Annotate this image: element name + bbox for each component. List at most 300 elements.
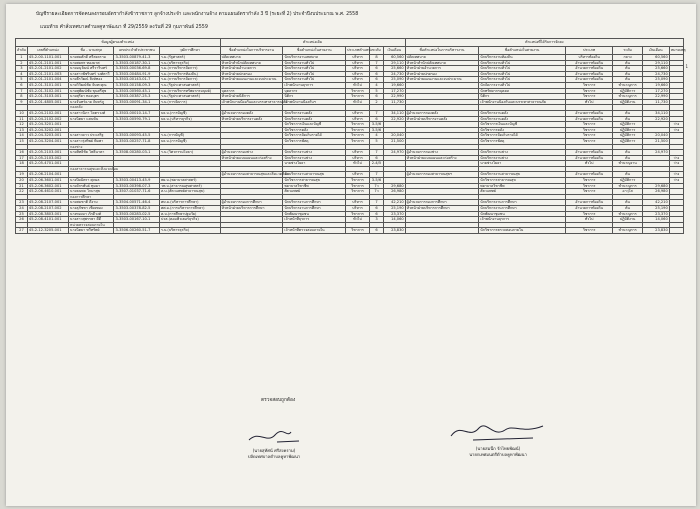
table-cell: กองสาธารณสุขและสิ่งแวดล้อม: [70, 166, 119, 171]
table-cell: หัวหน้าฝ่ายนิติการ: [220, 94, 283, 100]
table-cell: 3-3503-00167-10-1: [114, 217, 159, 223]
table-cell: [669, 228, 683, 234]
table-cell: 3-3503-00091-34-1: [114, 99, 159, 105]
table-cell: วท.บ.(สาธารณสุขศาสตร์): [159, 183, 220, 189]
table-cell: อำนวยการท้องถิ่น: [565, 172, 613, 178]
table-cell: 7: [369, 110, 383, 116]
table-cell: วิชาการ: [565, 138, 613, 144]
table-cell: 45-2-05-2103-001: [27, 150, 68, 156]
table-cell: อาวุโส: [613, 189, 642, 195]
table-cell: บริหาร: [346, 116, 370, 122]
table-cell: 45-2-00-1101-001: [27, 55, 68, 61]
table-cell: นักบริหารงานช่าง: [283, 155, 346, 161]
column-header: เงินเดือน: [642, 47, 669, 55]
table-cell: 2-4/5: [369, 161, 383, 167]
table-cell: นักบริหารงานคลัง: [479, 116, 566, 122]
table-cell: นักวิชาการสาธารณสุข: [283, 178, 346, 184]
table-cell: นายสมชาติ ดีงาม: [69, 200, 114, 206]
table-cell: ผู้อำนวยการกองช่าง: [220, 150, 283, 156]
table-cell: 8: [16, 94, 28, 100]
table-cell: นักบริหารงานทั่วไป: [283, 71, 346, 77]
column-header: ชื่อตำแหน่งในการบริหารงาน: [405, 47, 479, 55]
staff-table-container: [15, 38, 684, 234]
document-subtitle: แนบท้าย คำสั่งเทศบาลตำบลคูหาพัฒนา ที่ 29/2559 ลงวันที่ 29 กุมภาพันธ์ 2559: [40, 25, 208, 30]
table-cell: ปวส.(คอมพิวเตอร์ธุรกิจ): [159, 217, 220, 223]
table-cell: 6: [16, 82, 28, 88]
table-cell: 26,980: [642, 189, 669, 195]
table-cell: นักบริหารงานทั่วไป: [479, 66, 566, 72]
table-cell: บริหาร: [346, 60, 370, 66]
table-cell: นักพัฒนาชุมชน: [283, 211, 346, 217]
table-cell: หน่วยตรวจสอบภายใน: [69, 222, 114, 228]
table-cell: 27: [16, 228, 28, 234]
table-cell: หัวหน้าฝ่ายอำนวยการ: [405, 66, 479, 72]
table-cell: นักบริหารงานทั่วไป: [283, 60, 346, 66]
table-cell: 3-3503-00879-41-3: [114, 55, 159, 61]
page-number: 1: [685, 64, 688, 69]
table-cell: 45-2-04-3204-001: [27, 138, 68, 144]
table-cell: หัวหน้าฝ่ายแผนงานและงบประมาณ: [405, 77, 479, 83]
table-cell: อำนวยการท้องถิ่น: [565, 150, 613, 156]
table-cell: 6: [369, 206, 383, 212]
table-cell: นายวิวัฒน์ชัย จันทะคุณ: [69, 82, 114, 88]
table-cell: 8: [369, 55, 383, 61]
table-cell: 25,090: [384, 77, 406, 83]
table-cell: 18: [16, 161, 28, 167]
table-cell: 45-2-01-2101-001: [27, 60, 68, 66]
table-cell: วิชาการ: [565, 88, 613, 94]
table-cell: ปลัดเทศบาล: [405, 55, 479, 61]
table-cell: 45-2-01-3103-001: [27, 94, 68, 100]
table-cell: หัวหน้าฝ่ายแบบแผนและก่อสร้าง: [405, 155, 479, 161]
table-cell: ว่าง: [669, 172, 683, 178]
document-title: บัญชีรายละเอียดการจัดคนลงกรอบอัตรากำลังข้าราชการ ลูกจ้างประจำ และพนักงานจ้าง ตามแผนอัตรากำลัง 3 ปี (ระยะที่ 2) ประจำปีงบประมาณ พ.ศ. 2558: [36, 12, 359, 17]
table-cell: นายสุพัฒน์ชัย ขุนศรีสุข: [69, 88, 114, 94]
table-cell: บริหารท้องถิ่น: [565, 55, 613, 61]
column-header: เลขประจำตัวประชาชน: [114, 47, 159, 55]
table-cell: นายอนุวัฒน์ ศรีวารินทร์: [69, 66, 114, 72]
table-cell: บริหาร: [346, 172, 370, 178]
table-cell: วิชาการ: [565, 228, 613, 234]
table-cell: 3: [16, 66, 28, 72]
table-cell: 11,730: [384, 99, 406, 105]
table-cell: 45-2-01-4805-001: [27, 99, 68, 105]
table-cell: นายธีรวัฒน์ สิงห์ทอง: [69, 77, 114, 83]
table-cell: นักบริหารงานการศึกษา: [479, 200, 566, 206]
table-cell: วิชาการ: [346, 211, 370, 217]
table-cell: ต้น: [613, 60, 642, 66]
table-cell: ร.บ.(วิศวกรรมโยธา): [159, 150, 220, 156]
table-cell: 7ว: [369, 189, 383, 195]
table-cell: 45-2-08-3803-001: [27, 211, 68, 217]
table-cell: เจ้าพนักงานธุรการ: [283, 82, 346, 88]
column-header: วุฒิการศึกษา: [159, 47, 220, 55]
table-cell: 24,970: [642, 150, 669, 156]
table-cell: 45-2-04-2102-001: [27, 110, 68, 116]
signature-right: [418, 416, 578, 458]
table-cell: ร.บ.(รัฐประศาสนศาสตร์): [159, 94, 220, 100]
table-cell: นางสาวรุ่งทิพย์ พิมพา: [69, 138, 114, 144]
table-cell: ผู้อำนวยการกองการศึกษา: [220, 200, 283, 206]
table-cell: วิชาการ: [346, 138, 370, 144]
column-header: หมายเหตุ: [669, 47, 683, 55]
table-cell: 45-2-08-2107-002: [27, 206, 68, 212]
table-cell: นักบริหารงานสาธารณสุข: [479, 172, 566, 178]
table-cell: 11: [16, 116, 28, 122]
table-cell: 25,190: [642, 206, 669, 212]
table-cell: หัวหน้าฝ่ายบริหารงานคลัง: [405, 116, 479, 122]
table-cell: นักบริหารงานคลัง: [283, 116, 346, 122]
table-cell: หัวหน้าสำนักปลัดเทศบาล: [220, 60, 283, 66]
table-cell: 3-3503-00036-69-8: [114, 66, 159, 72]
table-cell: 3-3503-00398-07-3: [114, 183, 159, 189]
table-cell: 16: [16, 150, 28, 156]
table-cell: 45-2-05-2103-002: [27, 155, 68, 161]
table-cell: 42,210: [384, 200, 406, 206]
table-cell: 7: [369, 200, 383, 206]
column-header: ประเภท: [565, 47, 613, 55]
table-cell: ต้น: [613, 66, 642, 72]
column-header: ชื่อ - นามสกุล: [69, 47, 114, 55]
table-cell: ต้น: [613, 200, 642, 206]
table-cell: [405, 228, 479, 234]
table-cell: 3-3503-00143-01-7: [114, 77, 159, 83]
table-cell: วิชาการ: [346, 127, 370, 133]
table-cell: ปฏิบัติการ: [613, 178, 642, 184]
table-cell: นักบริหารงานทั่วไป: [479, 60, 566, 66]
table-cell: ทั่วไป: [565, 99, 613, 105]
table-cell: นักบริหารงานทั่วไป: [479, 77, 566, 83]
table-cell: นักบริหารงานทั่วไป: [479, 71, 566, 77]
signature-left-name: (นายสุทัศน์ ศรีสงคราม): [252, 448, 296, 453]
table-cell: 20,040: [384, 133, 406, 139]
table-cell: ทั่วไป: [346, 99, 370, 105]
table-cell: นักบริหารงานสาธารณสุข: [283, 172, 346, 178]
table-cell: 45-2-08-4101-001: [27, 217, 68, 223]
table-cell: นางจันทร์ฉาย จันทร์ภู: [69, 99, 114, 105]
table-cell: วิชาการ: [565, 183, 613, 189]
table-cell: 7ว: [369, 183, 383, 189]
table-cell: นักวิชาการเงินและบัญชี: [479, 122, 566, 128]
table-cell: 6: [369, 211, 383, 217]
table-cell: 45-2-01-3102-001: [27, 88, 68, 94]
table-cell: ผู้อำนวยการกองช่าง: [405, 150, 479, 156]
table-cell: ทั่วไป: [346, 161, 370, 167]
table-cell: นักบริหารงานการศึกษา: [283, 206, 346, 212]
table-cell: นายธนพล โกมาสุข: [69, 189, 114, 195]
column-header: ชื่อตำแหน่งในสายงาน: [283, 47, 346, 55]
table-cell: สัตวแพทย์: [479, 189, 566, 195]
table-cell: 17,270: [384, 88, 406, 94]
table-cell: ทั่วไป: [565, 161, 613, 167]
table-cell: ชำนาญการ: [613, 183, 642, 189]
table-cell: 45-2-05-4701-001: [27, 161, 68, 167]
table-cell: นักบริหารงานคลัง: [479, 110, 566, 116]
table-cell: นิติกร: [479, 94, 566, 100]
table-cell: ต้น: [613, 172, 642, 178]
table-cell: 3-3507-01037-71-6: [114, 189, 159, 195]
table-cell: 7: [369, 60, 383, 66]
table-cell: 45-2-01-2101-004: [27, 77, 68, 83]
table-cell: นักทรัพยากรบุคคล: [479, 88, 566, 94]
table-cell: 23,370: [384, 211, 406, 217]
table-cell: อำนวยการท้องถิ่น: [565, 77, 613, 83]
table-cell: 24,970: [384, 150, 406, 156]
table-cell: นางสาวนิภา โคตรวงศ์: [69, 110, 114, 116]
table-cell: 22: [16, 189, 28, 195]
table-cell: 45-2-06-3602-001: [27, 183, 68, 189]
table-cell: ศศ.ม.(การบริหารการศึกษา): [159, 206, 220, 212]
table-cell: 20,040: [642, 133, 669, 139]
table-cell: 3-3503-00283-02-5: [114, 211, 159, 217]
table-cell: นายสุริยา ทองบุตร: [69, 94, 114, 100]
table-cell: 14,060: [384, 217, 406, 223]
table-cell: นิติกร: [283, 94, 346, 100]
group-header-holder: ข้อมูลผู้ครองตำแหน่ง: [16, 39, 221, 47]
table-cell: 17,270: [642, 88, 669, 94]
table-cell: กองช่าง: [69, 144, 114, 150]
table-cell: ศษ.ม.(บริหารการศึกษา): [159, 200, 220, 206]
table-cell: 3-3503-00010-14-7: [114, 110, 159, 116]
column-header: ระดับ: [369, 47, 383, 55]
table-cell: ปฏิบัติการ: [613, 133, 642, 139]
table-cell: วิชาการ: [565, 189, 613, 195]
table-cell: 29,110: [642, 60, 669, 66]
table-cell: นางทองมา ภักดีวงศ์: [69, 211, 114, 217]
table-cell: ผู้อำนวยการกองคลัง: [405, 110, 479, 116]
table-cell: เจ้าพนักงานป้องกันฯ: [283, 99, 346, 105]
table-cell: 23: [16, 200, 28, 206]
table-cell: นักวิชาการจัดเก็บรายได้: [283, 133, 346, 139]
table-cell: นักบริหารงานช่าง: [479, 155, 566, 161]
table-cell: 25: [16, 211, 28, 217]
table-cell: พย.บ.(พยาบาลศาสตร์): [159, 178, 220, 184]
table-cell: 22,990: [384, 94, 406, 100]
column-header: ชื่อตำแหน่งในการบริหารงาน: [220, 47, 283, 55]
table-cell: นักวิชาการคลัง: [479, 127, 566, 133]
group-header-new: ตำแหน่งที่ได้รับการจัดลง: [405, 39, 683, 47]
table-cell: ผู้อำนวยการกองสาธารณสุขและสิ่งแวดล้อม: [221, 172, 289, 177]
column-header: เงินเดือน: [384, 47, 406, 55]
table-cell: 4: [369, 82, 383, 88]
table-cell: วิชาการ: [565, 94, 613, 100]
table-cell: 3-3503-00257-71-8: [114, 138, 159, 144]
table-cell: ต้น: [613, 77, 642, 83]
table-cell: 22,920: [384, 116, 406, 122]
signature-area: [6, 424, 696, 504]
table-cell: ว่าง: [669, 178, 683, 184]
table-cell: 3-3503-00590-79-1: [114, 116, 159, 122]
table-cell: 29,110: [384, 60, 406, 66]
table-cell: บริหาร: [346, 110, 370, 116]
table-cell: ต้น: [613, 71, 642, 77]
table-cell: ต้น: [613, 110, 642, 116]
table-cell: บธ.บ.(บริหารธุรกิจ): [159, 116, 220, 122]
table-cell: อำนวยการท้องถิ่น: [565, 110, 613, 116]
table-cell: บริหาร: [346, 206, 370, 212]
table-cell: ร.บ.(รัฐประศาสนศาสตร์): [159, 82, 220, 88]
table-cell: ชำนาญการ: [613, 94, 642, 100]
table-cell: หัวหน้าสำนักปลัดเทศบาล: [405, 60, 479, 66]
table-cell: เจ้าหน้าที่ธุรการ: [283, 217, 346, 223]
table-cell: 2: [369, 99, 383, 105]
table-cell: 45-2-06-3601-001: [27, 178, 68, 184]
table-cell: นักวิชาการเงินและบัญชี: [283, 122, 346, 128]
table-cell: ปฏิบัติงาน: [613, 217, 642, 223]
table-cell: นางนิตยา ทวีทรัพย์: [69, 228, 114, 234]
table-body: [16, 55, 684, 234]
table-cell: บธ.บ.(การบัญชี): [159, 138, 220, 144]
table-cell: 45-2-06-2104-001: [27, 172, 68, 178]
table-cell: ปฏิบัติการ: [613, 127, 642, 133]
table-cell: นางปิยฉัตรา ศุภผล: [69, 178, 114, 184]
table-cell: 6: [369, 94, 383, 100]
table-cell: นางสาวสุพรรษา ดีดี: [69, 217, 114, 223]
table-cell: ปฏิบัติงาน: [613, 99, 642, 105]
table-cell: หัวหน้าฝ่ายแบบแผนและก่อสร้าง: [220, 155, 283, 161]
table-cell: 19: [16, 172, 28, 178]
table-cell: ร.บ.(การจัดการ): [159, 99, 220, 105]
table-cell: หัวหน้าฝ่ายอำนวยการ: [220, 66, 283, 72]
table-cell: ร.ม.(การบริหารทรัพยากรมนุษย์): [159, 88, 220, 94]
table-cell: 3-5/6: [369, 178, 383, 184]
table-cell: ส.บ.(สัตวแพทย์สาธารณสุข): [159, 189, 220, 195]
table-cell: บริหาร: [346, 77, 370, 83]
table-cell: วิชาการ: [346, 228, 370, 234]
table-cell: 6: [369, 155, 383, 161]
table-cell: 20: [16, 178, 28, 184]
table-cell: วิชาการ: [565, 211, 613, 217]
table-cell: วิชาการ: [565, 178, 613, 184]
table-cell: 6: [369, 77, 383, 83]
staff-table: [15, 38, 684, 234]
table-cell: นางสาวพัชรินทร์ วงศ์ตาวี: [69, 71, 114, 77]
table-cell: 25,660: [384, 66, 406, 72]
signature-left: [194, 426, 354, 460]
table-cell: เจ้าหน้าที่ตรวจสอบภายใน: [283, 228, 346, 234]
table-cell: ว่าง: [669, 155, 683, 161]
table-cell: ชำนาญการ: [613, 82, 642, 88]
table-cell: ชำนาญการ: [613, 228, 642, 234]
table-cell: 9: [16, 99, 28, 105]
table-cell: ทั่วไป: [565, 217, 613, 223]
table-cell: 24,730: [384, 71, 406, 77]
table-cell: อำนวยการท้องถิ่น: [565, 200, 613, 206]
table-cell: ค.บ.(การศึกษาปฐมวัย): [159, 211, 220, 217]
column-header: ลำดับ: [16, 47, 28, 55]
table-cell: บริหาร: [346, 66, 370, 72]
table-cell: 21,500: [642, 138, 669, 144]
table-cell: 45-2-12-3205-001: [27, 228, 68, 234]
table-cell: ว่าง: [669, 122, 683, 128]
table-cell: อำนวยการท้องถิ่น: [565, 60, 613, 66]
table-cell: 45-2-04-3203-001: [27, 133, 68, 139]
table-cell: ปลัดเทศบาล: [220, 55, 283, 61]
table-cell: เจ้าพนักงานป้องกันและบรรเทาสาธารณภัย: [221, 99, 288, 104]
table-cell: นายสมพร ทองมาศ: [69, 60, 114, 66]
table-cell: ผู้อำนวยการกองคลัง: [220, 110, 283, 116]
table-cell: กองการศึกษา: [69, 194, 114, 200]
table-cell: 29,680: [642, 183, 669, 189]
table-cell: ทั่วไป: [346, 217, 370, 223]
group-header-old: ตำแหน่งเดิม: [220, 39, 405, 47]
table-cell: 5: [369, 88, 383, 94]
table-cell: บธ.บ.(การบัญชี): [159, 110, 220, 116]
table-cell: 12: [16, 122, 28, 128]
table-cell: สัตวแพทย์: [283, 189, 346, 195]
table-cell: ต้น: [613, 116, 642, 122]
table-cell: นายช่างโยธา: [283, 161, 346, 167]
table-cell: 3-3503-00093-45-5: [114, 133, 159, 139]
table-header-row: [16, 47, 684, 55]
table-cell: ชำนาญการ: [613, 211, 642, 217]
table-cell: 22,990: [642, 94, 669, 100]
table-cell: 3-3503-00560-45-1: [114, 88, 159, 94]
table-cell: ผู้อำนวยการกองสาธารณสุขฯ: [405, 172, 479, 178]
table-cell: เจ้าพนักงานธุรการ: [479, 217, 566, 223]
table-cell: 3-3503-00387-25-3: [114, 94, 159, 100]
table-cell: 19,660: [384, 82, 406, 88]
table-cell: นายช่างโยธา: [479, 161, 566, 167]
column-header: เลขที่ตำแหน่ง: [27, 47, 68, 55]
table-cell: ปฏิบัติการ: [613, 122, 642, 128]
table-cell: วิชาการ: [346, 133, 370, 139]
table-cell: 14: [16, 133, 28, 139]
table-cell: อำนวยการท้องถิ่น: [565, 116, 613, 122]
table-cell: กลาง: [613, 55, 642, 61]
table-cell: 25,660: [642, 66, 669, 72]
table-cell: ร.บ.(การบัญชี): [159, 133, 220, 139]
table-cell: 23,830: [642, 228, 669, 234]
table-cell: พยาบาลวิชาชีพ: [283, 183, 346, 189]
table-cell: หัวหน้าฝ่ายบริหารงานคลัง: [220, 116, 283, 122]
column-header: ชื่อตำแหน่งในสายงาน: [479, 47, 566, 55]
table-cell: 60,560: [384, 55, 406, 61]
table-cell: 60,560: [642, 55, 669, 61]
table-cell: ร.ม.(การบริหารท้องถิ่น): [159, 71, 220, 77]
table-cell: 26: [16, 217, 28, 223]
table-cell: นักบริหารงานช่าง: [283, 150, 346, 156]
table-cell: 7: [16, 88, 28, 94]
table-cell: ร.ม.(รัฐศาสตร์): [159, 55, 220, 61]
table-cell: วิชาการ: [346, 178, 370, 184]
table-cell: นักบริหารงานช่าง: [479, 150, 566, 156]
table-cell: นักพัฒนาชุมชน: [479, 211, 566, 217]
table-cell: กองคลัง: [69, 105, 114, 111]
table-cell: 45-2-01-2101-003: [27, 71, 68, 77]
table-cell: วิชาการ: [565, 82, 613, 88]
table-cell: 34,110: [384, 110, 406, 116]
table-cell: วิชาการ: [346, 94, 370, 100]
table-cell: หัวหน้าฝ่ายแผนงานและงบประมาณ: [220, 77, 283, 83]
table-cell: อำนวยการท้องถิ่น: [565, 66, 613, 72]
table-cell: นักบริหารงานท้องถิ่น: [479, 55, 566, 61]
table-cell: ร.ม.(การบริหารจัดการ): [159, 66, 220, 72]
table-cell: 5: [16, 77, 28, 83]
table-cell: ต้น: [613, 206, 642, 212]
table-cell: วิชาการ: [565, 127, 613, 133]
table-cell: นักบริหารงานทั่วไป: [283, 66, 346, 72]
table-cell: อำนวยการท้องถิ่น: [565, 206, 613, 212]
table-cell: 19,660: [642, 82, 669, 88]
table-cell: 5: [369, 138, 383, 144]
table-cell: ร.ม.(การบริหารจัดการ): [159, 77, 220, 83]
table-cell: 3-5/6: [369, 127, 383, 133]
table-cell: นักบริหารงานเทศบาล: [283, 55, 346, 61]
table-cell: วิชาการ: [565, 122, 613, 128]
table-cell: นายสมศักดิ์ ศรีสงคราม: [69, 55, 114, 61]
signature-right-mark: [443, 416, 553, 446]
